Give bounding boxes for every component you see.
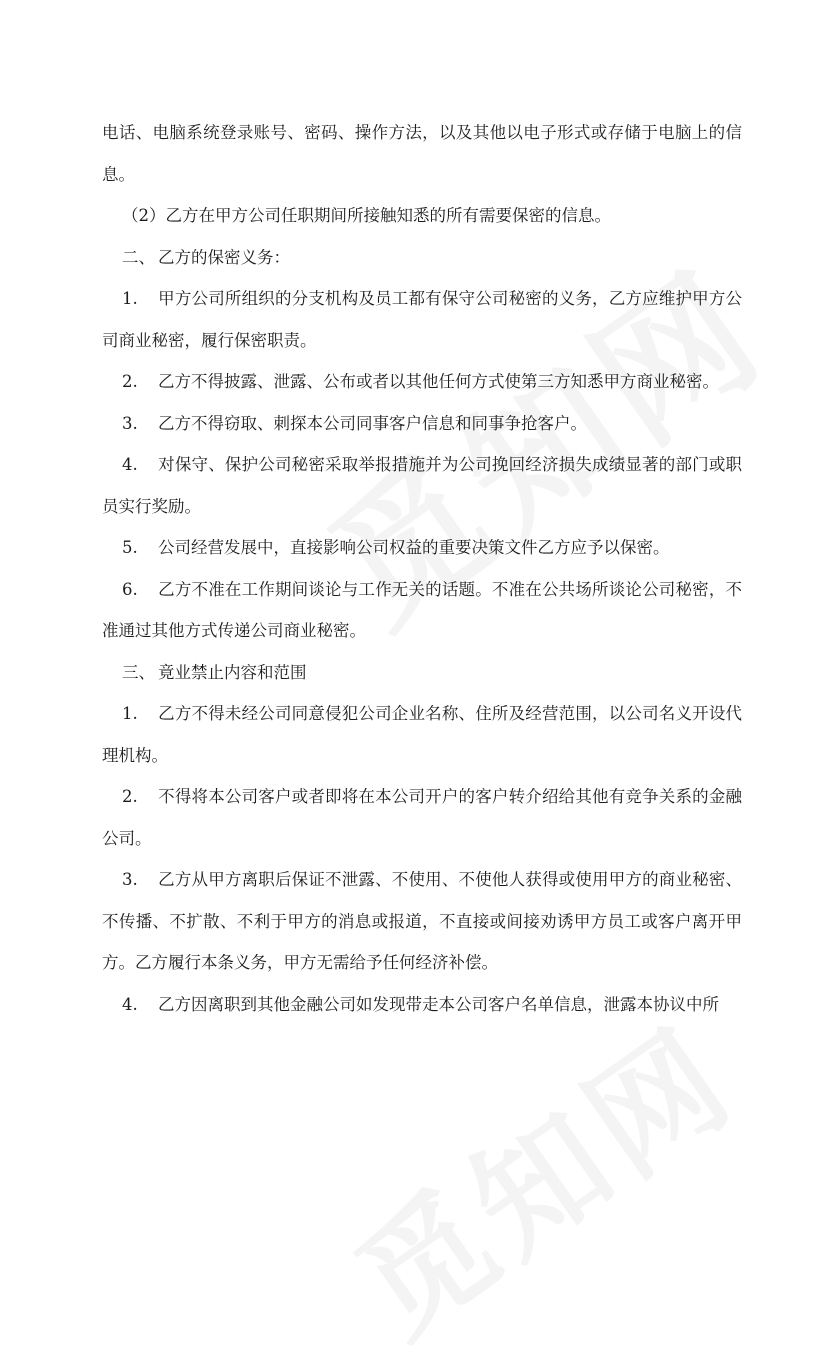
list-item xyxy=(102,693,742,776)
paragraph-item-2: （2）乙方在甲方公司任职期间所接触知悉的所有需要保密的信息。 xyxy=(122,206,611,225)
list-item xyxy=(102,776,742,859)
item-text: 乙方不准在工作期间谈论与工作无关的话题。不准在公共场所谈论公司秘密，不准通过其他方式传递公司商业秘密。 xyxy=(102,579,742,640)
list-item xyxy=(102,984,742,1026)
item-text: 不得将本公司客户或者即将在本公司开户的客户转介绍给其他有竞争关系的金融公司。 xyxy=(102,787,742,848)
paragraph-continued: 电话、电脑系统登录账号、密码、操作方法，以及其他以电子形式或存储于电脑上的信息。 xyxy=(102,123,742,184)
item-text: 乙方从甲方离职后保证不泄露、不使用、不使他人获得或使用甲方的商业秘密、不传播、不扩散、不利于甲方的消息或报道，不直接或间接劝诱甲方员工或客户离开甲方。乙方履行本条义务，甲方无需给予任何经济补偿。 xyxy=(102,870,742,972)
item-text: 乙方因离职到其他金融公司如发现带走本公司客户名单信息，泄露本协议中所 xyxy=(158,994,719,1014)
item-number: 6. xyxy=(122,579,138,599)
item-text: 甲方公司所组织的分支机构及员工都有保守公司秘密的义务，乙方应维护甲方公司商业秘密，履行保密职责。 xyxy=(102,289,742,350)
item-number: 3. xyxy=(122,870,138,889)
list-item xyxy=(102,361,742,403)
item-text: 对保守、保护公司秘密采取举报措施并为公司挽回经济损失成绩显著的部门或职员实行奖励。 xyxy=(102,455,742,516)
item-text: 公司经营发展中，直接影响公司权益的重要决策文件乙方应予以保密。 xyxy=(158,538,670,557)
item-number: 4. xyxy=(122,994,138,1014)
document-body xyxy=(102,112,742,1025)
item-number: 2. xyxy=(122,372,138,391)
item-number: 1. xyxy=(122,704,138,723)
section-number: 二、 xyxy=(122,247,155,267)
item-number: 1. xyxy=(122,289,138,308)
section-heading-2 xyxy=(102,237,742,279)
list-item xyxy=(102,569,742,652)
item-number: 3. xyxy=(122,413,138,433)
list-item xyxy=(102,527,742,569)
item-number: 2. xyxy=(122,787,138,806)
section-title: 竟业禁止内容和范围 xyxy=(158,662,307,682)
item-text: 乙方不得未经公司同意侵犯公司企业名称、住所及经营范围，以公司名义开设代理机构。 xyxy=(102,704,742,765)
item-text: 乙方不得窃取、刺探本公司同事客户信息和同事争抢客户。 xyxy=(158,413,587,433)
section-heading-3 xyxy=(102,652,742,694)
item-number: 5. xyxy=(122,538,138,557)
item-number: 4. xyxy=(122,455,138,474)
section-number: 三、 xyxy=(122,662,155,682)
list-item xyxy=(102,403,742,445)
list-item xyxy=(102,278,742,361)
item-text: 乙方不得披露、泄露、公布或者以其他任何方式使第三方知悉甲方商业秘密。 xyxy=(158,372,719,391)
list-item xyxy=(102,444,742,527)
section-title: 乙方的保密义务： xyxy=(158,247,290,267)
list-item xyxy=(102,859,742,984)
